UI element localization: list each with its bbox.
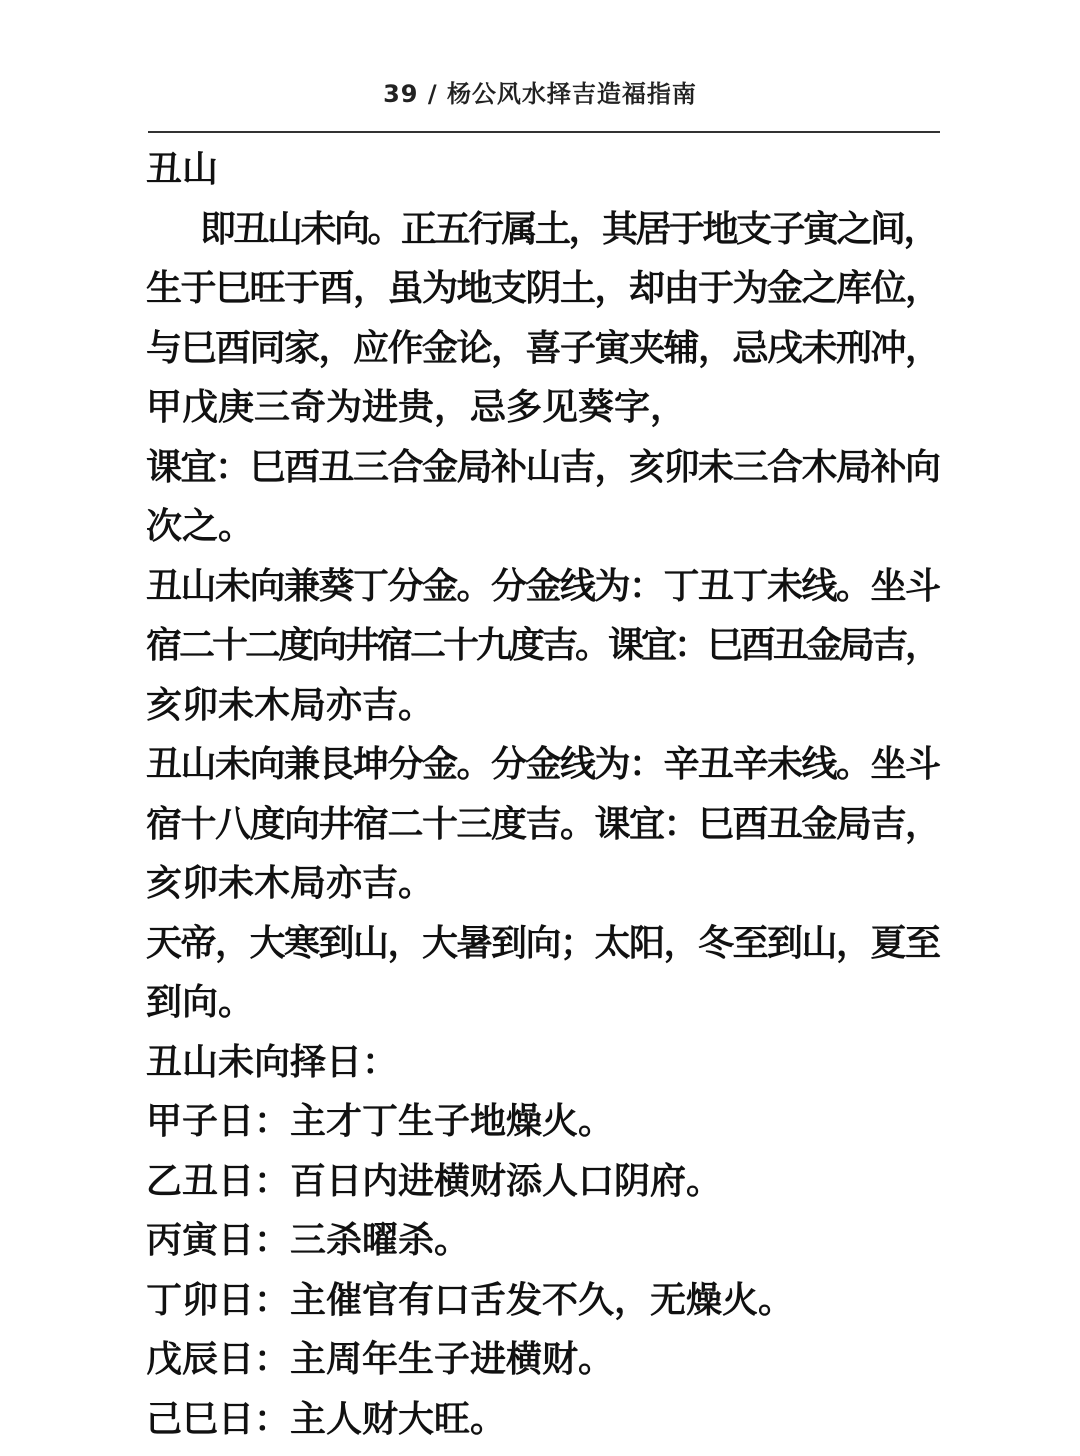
header-divider: [148, 131, 940, 133]
paragraph-line: 天帝，大寒到山，大暑到向；太阳，冬至到山，夏至: [146, 922, 940, 964]
running-header: 39 / 杨公风水择吉造福指南: [383, 80, 697, 108]
paragraph-line: 丑山未向兼葵丁分金。分金线为：丁丑丁未线。坐斗: [146, 565, 940, 607]
paragraph-line: 宿二十二度向井宿二十九度吉。课宜：巳酉丑金局吉，: [146, 625, 939, 666]
day-entry: 戊辰日：主周年生子进横财。: [146, 1339, 615, 1380]
paragraph-line: 丑山未向兼艮坤分金。分金线为：辛丑辛未线。坐斗: [146, 744, 940, 785]
paragraph-line: 与巳酉同家，应作金论，喜子寅夹辅，忌戌未刑冲，: [146, 327, 940, 369]
paragraph-line: 次之。: [146, 506, 255, 547]
day-entry: 丙寅日：三杀曜杀。: [146, 1220, 471, 1261]
paragraph-line: 宿十八度向井宿二十三度吉。课宜：巳酉丑金局吉，: [146, 803, 940, 845]
day-entry: 丁卯日：主催官有口舌发不久，无燥火。: [146, 1279, 795, 1321]
day-entry: 己巳日：主人财大旺。: [146, 1398, 507, 1440]
paragraph-line: 甲戊庚三奇为进贵，忌多见葵字，: [146, 387, 687, 428]
day-entry: 乙丑日：百日内进横财添人口阴府。: [146, 1160, 723, 1202]
subheading: 丑山未向择日：: [146, 1041, 399, 1083]
paragraph-line: 即丑山未向。正五行属土，其居于地支子寅之间，: [200, 208, 938, 250]
page-body: [146, 140, 946, 1449]
section-title: 丑山: [146, 149, 219, 190]
paragraph-line: 到向。: [146, 982, 255, 1023]
paragraph-line: 亥卯未木局亦吉。: [146, 863, 435, 904]
day-entry: 甲子日：主才丁生子地燥火。: [146, 1101, 615, 1142]
paragraph-line: 生于巳旺于酉，虽为地支阴土，却由于为金之库位，: [146, 268, 940, 309]
paragraph-line: 课宜：巳酉丑三合金局补山吉，亥卯未三合木局补向: [146, 446, 940, 488]
paragraph-line: 亥卯未木局亦吉。: [146, 684, 435, 726]
